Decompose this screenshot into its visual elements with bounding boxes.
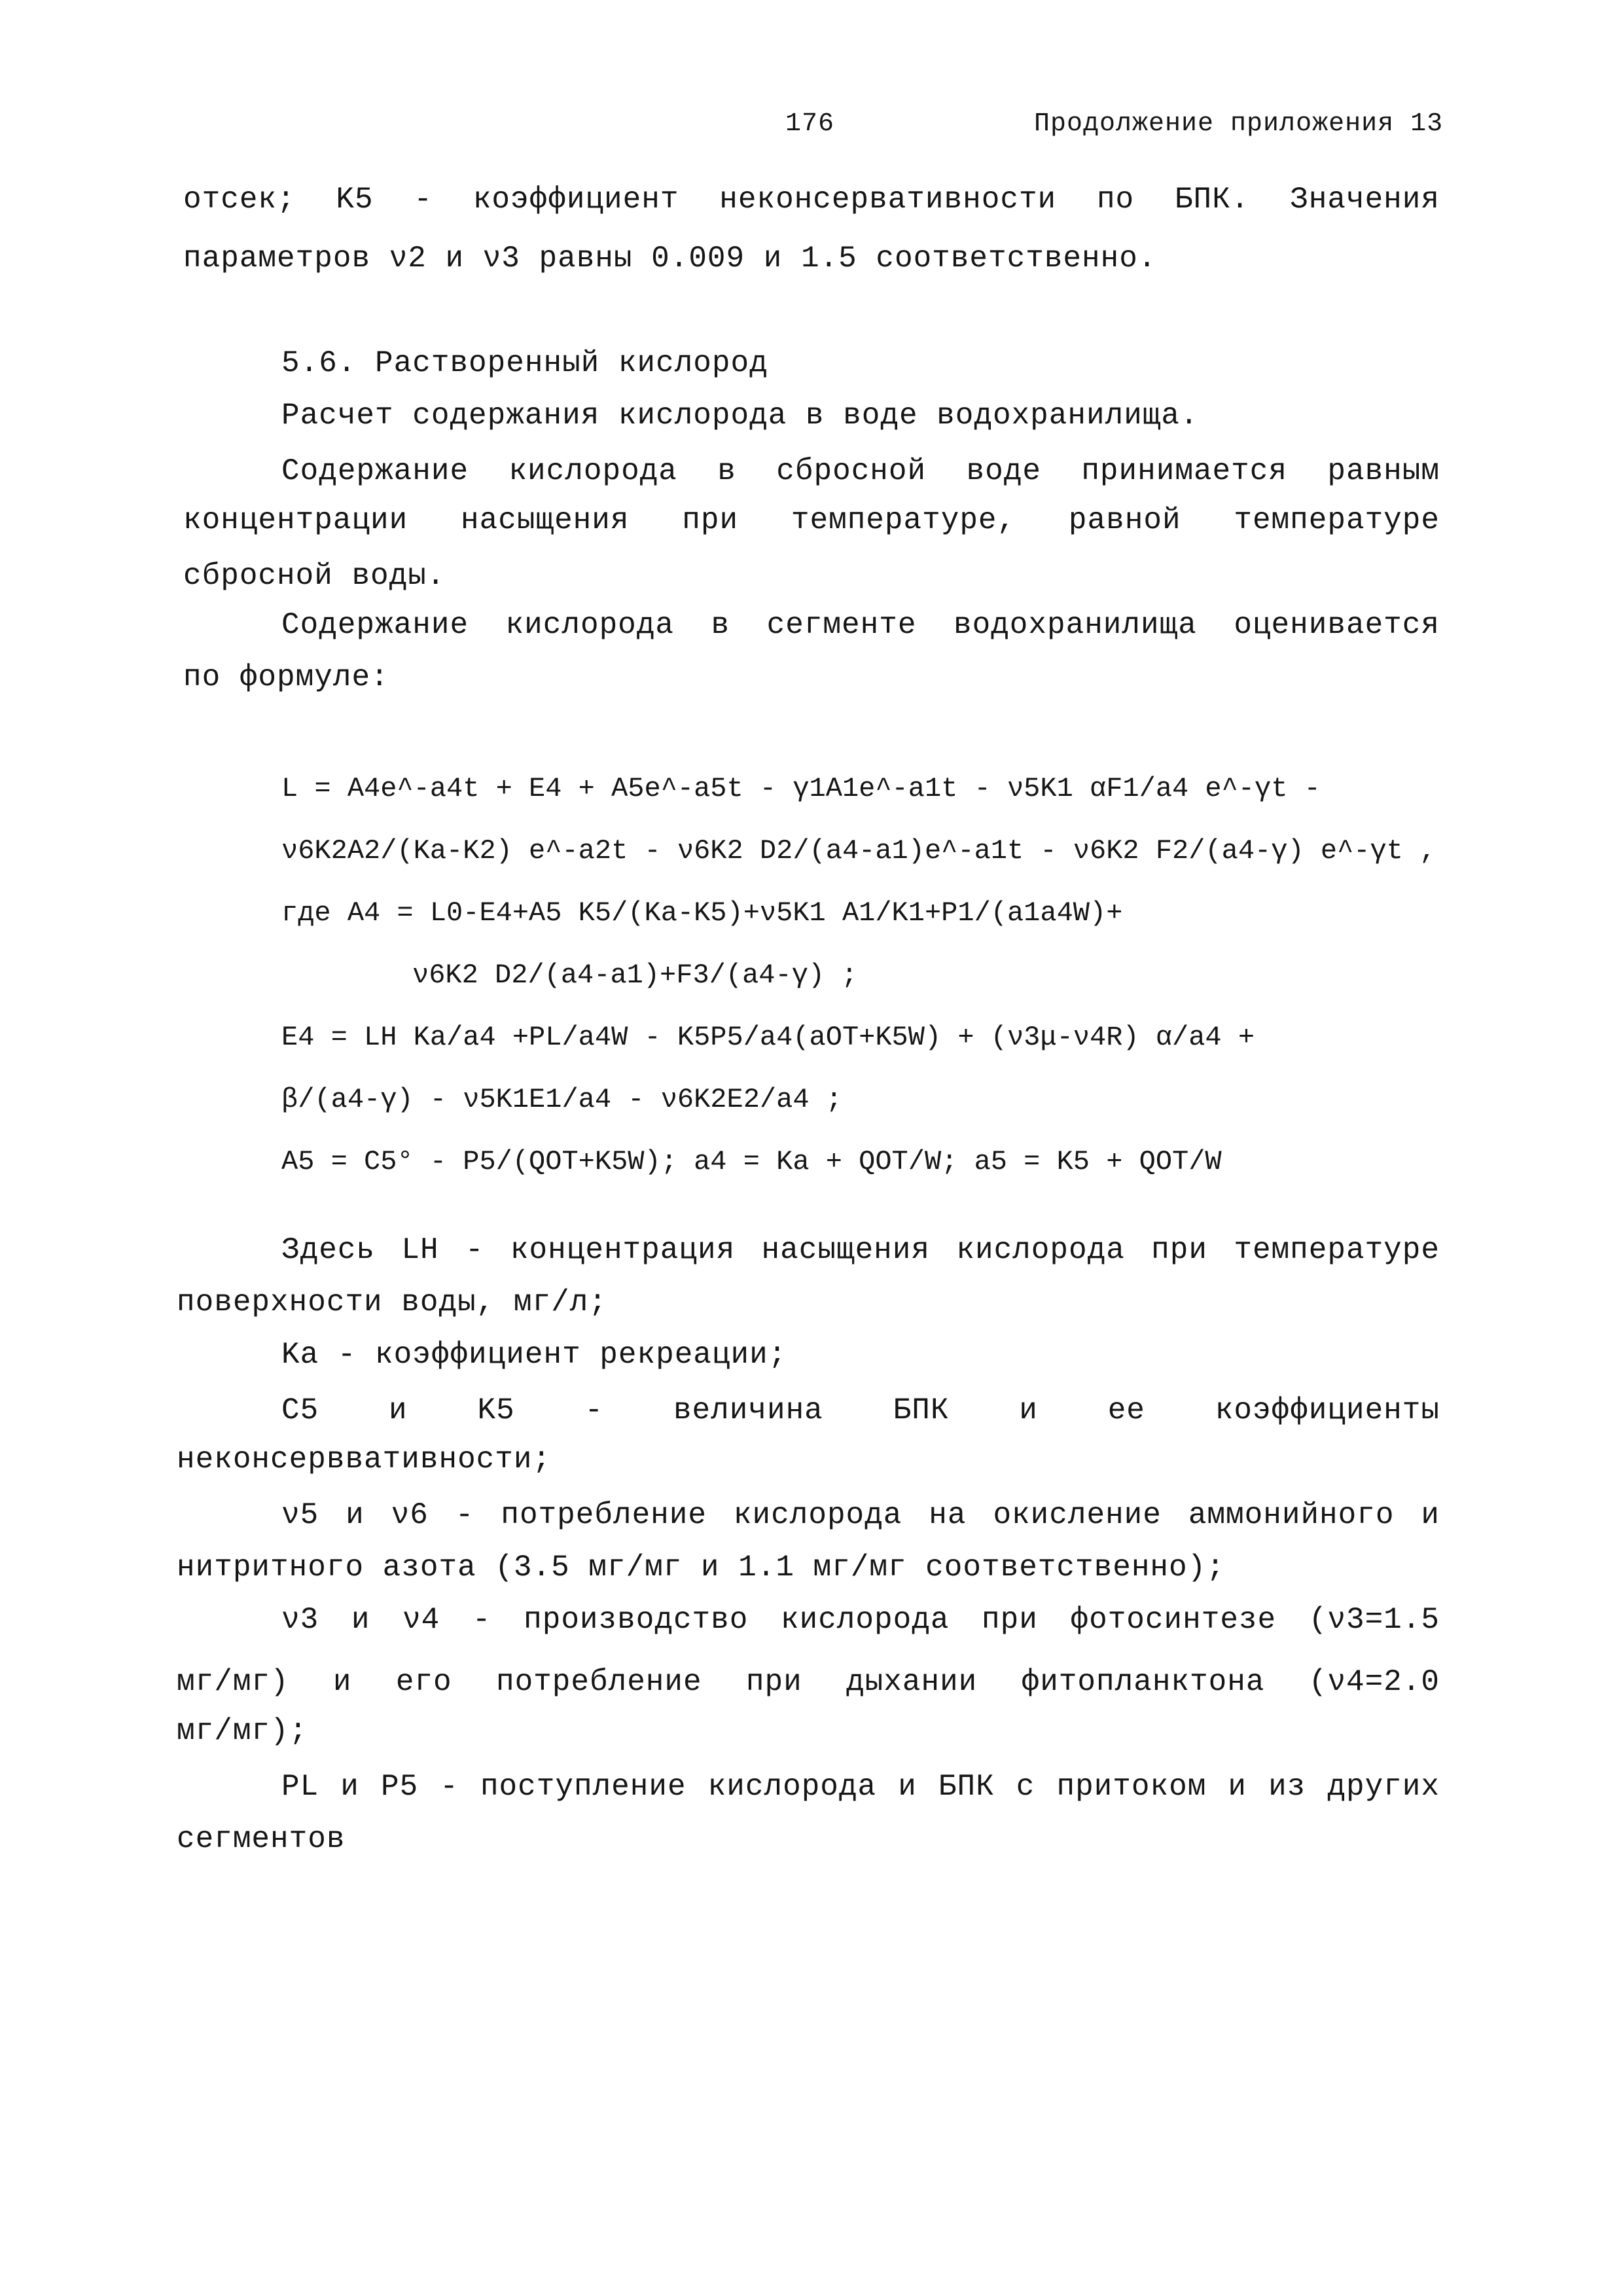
section-title: 5.6. Растворенный кислород <box>281 346 768 380</box>
formula-line-6: β/(a4-γ) - ν5K1E1/a4 - ν6K2E2/a4 ; <box>281 1084 842 1115</box>
formula-line-5: E4 = LH Ka/a4 +PL/a4W - K5P5/a4(aOT+K5W) + (ν3μ-ν4R) α/a4 + <box>281 1022 1255 1053</box>
def6-line-2: сегментов <box>177 1822 346 1856</box>
para1-line-1: Содержание кислорода в сбросной воде принимается равным <box>281 454 1440 488</box>
def5-line-2: мг/мг) и его потребление при дыхании фитопланктона (ν4=2.0 <box>177 1665 1440 1699</box>
formula-line-1: L = A4e^-a4t + E4 + A5e^-a5t - γ1A1e^-a1t - ν5K1 αF1/a4 e^-γt - <box>281 773 1321 804</box>
continuation-label: Продолжение приложения 13 <box>1034 109 1444 139</box>
def6-line-1: PL и P5 - поступление кислорода и БПК с притоком и из других <box>281 1770 1440 1804</box>
def5-line-1: ν3 и ν4 - производство кислорода при фотосинтезе (ν3=1.5 <box>281 1603 1440 1637</box>
para2-line-2: по формуле: <box>183 660 389 694</box>
formula-line-3: где A4 = L0-E4+A5 K5/(Ka-K5)+ν5K1 A1/K1+P1/(a1a4W)+ <box>281 897 1123 929</box>
para1-line-3: сбросной воды. <box>183 559 446 593</box>
formula-line-7: A5 = C5° - P5/(QOT+K5W); a4 = Ka + QOT/W; a5 = K5 + QOT/W <box>281 1146 1222 1177</box>
intro-line-2: параметров ν2 и ν3 равны 0.009 и 1.5 соответственно. <box>183 242 1157 276</box>
formula-line-2: ν6K2A2/(Ka-K2) e^-a2t - ν6K2 D2/(a4-a1)e^-a1t - ν6K2 F2/(a4-γ) e^-γt , <box>281 835 1436 867</box>
intro-line-1: отсек; K5 - коэффициент неконсервативности по БПК. Значения <box>183 183 1440 217</box>
section-subtitle: Расчет содержания кислорода в воде водохранилища. <box>281 399 1199 433</box>
def3-line-2: неконсерввативности; <box>177 1443 552 1477</box>
def3-line-1: C5 и K5 - величина БПК и ее коэффициенты <box>281 1393 1440 1427</box>
para1-line-2: концентрации насыщения при температуре, равной температуре <box>183 503 1440 537</box>
def4-line-2: нитритного азота (3.5 мг/мг и 1.1 мг/мг соответственно); <box>177 1551 1225 1585</box>
def4-line-1: ν5 и ν6 - потребление кислорода на окисление аммонийного и <box>281 1498 1440 1532</box>
def1-line-2: поверхности воды, мг/л; <box>177 1285 607 1319</box>
formula-line-4: ν6K2 D2/(a4-a1)+F3/(a4-γ) ; <box>412 960 858 991</box>
page-number: 176 <box>785 109 835 139</box>
def2: Ka - коэффициент рекреации; <box>281 1338 787 1372</box>
def5-line-3: мг/мг); <box>177 1714 308 1748</box>
para2-line-1: Содержание кислорода в сегменте водохранилища оценивается <box>281 608 1440 642</box>
def1-line-1: Здесь LH - концентрация насыщения кислорода при температуре <box>281 1233 1440 1267</box>
